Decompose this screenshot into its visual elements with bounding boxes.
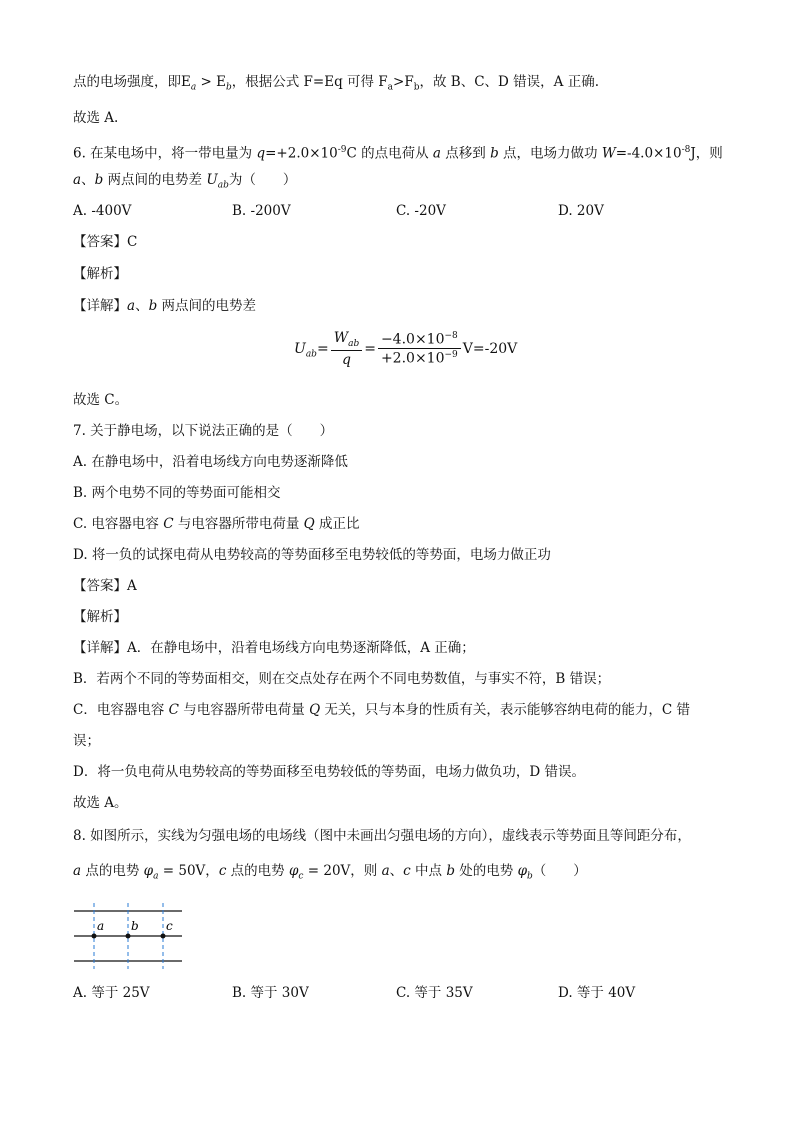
formula-U: U — [294, 340, 306, 357]
q8-option-b: B. 等于 30V — [232, 985, 309, 1001]
text: 与电容器所带电荷量 — [178, 702, 310, 718]
q8-option-d: D. 等于 40V — [558, 985, 636, 1001]
text: b — [94, 172, 104, 188]
sup: -9 — [337, 145, 347, 155]
q6-option-a: A. -400V — [73, 203, 132, 219]
text: φ — [143, 863, 154, 879]
text: a — [381, 863, 390, 879]
text: W — [333, 330, 349, 346]
text: 两点间的电势差 — [157, 298, 257, 314]
label-c: c — [166, 919, 173, 933]
q6-formula — [294, 330, 517, 376]
sub: c — [298, 871, 304, 882]
text: V=-20V — [462, 340, 518, 357]
text: 点的电场强度，即E — [73, 74, 191, 90]
question-7-title: 7. 关于静电场，以下说法正确的是（ ） — [73, 423, 334, 439]
label-b: b — [131, 919, 139, 933]
text: W — [601, 145, 616, 162]
sub: a — [387, 82, 394, 93]
q6-option-c: C. -20V — [396, 203, 446, 219]
text: Q — [309, 702, 321, 718]
text: +2.0×10 — [380, 351, 445, 368]
text: 成正比 — [314, 516, 360, 532]
choose-line: 故选 A. — [73, 110, 119, 126]
q7-detail-c-cont: 误； — [73, 733, 100, 749]
q7-option-b: B. 两个电势不同的等势面可能相交 — [73, 485, 281, 501]
q7-option-a: A. 在静电场中，沿着电场线方向电势逐渐降低 — [73, 454, 348, 470]
text: a — [73, 863, 82, 879]
text: > E — [196, 74, 226, 90]
text: 处的电势 — [454, 863, 518, 879]
q6-answer — [73, 232, 137, 252]
fraction-w-over-q — [331, 330, 363, 368]
text: 6. 在某电场中，将一带电量为 — [73, 145, 257, 162]
text: C — [163, 516, 174, 532]
text: =+2.0×10 — [265, 145, 338, 162]
text: C — [168, 702, 179, 718]
point-b — [126, 934, 131, 939]
text: φ — [517, 863, 528, 879]
q7-detail-d: D．将一负电荷从电势较高的等势面移至电势较低的等势面，电场力做负功，D 错误。 — [73, 764, 585, 780]
text: ，根据公式 F=Eq 可得 F — [231, 74, 388, 90]
text: 与电容器所带电荷量 — [173, 516, 304, 532]
text: a — [73, 172, 82, 188]
sup: −9 — [444, 350, 458, 361]
continuation-line — [73, 72, 599, 98]
answer-label: 【答案】 — [73, 578, 127, 594]
text: 点的电势 — [81, 863, 144, 879]
answer-value: C — [127, 234, 138, 250]
text: = — [316, 340, 329, 357]
text: c — [218, 863, 227, 879]
sub: b — [413, 82, 420, 93]
text: = 50V， — [158, 863, 219, 879]
text: >F — [393, 74, 414, 90]
sub: ab — [217, 180, 229, 191]
question-6-line-1 — [73, 140, 723, 164]
q7-analysis-label: 【解析】 — [73, 609, 127, 625]
question-8-line-2 — [73, 861, 587, 887]
text: 为（ ） — [228, 172, 297, 188]
answer-value: A — [127, 578, 137, 594]
text: a — [432, 145, 441, 162]
q6-detail — [73, 296, 256, 316]
q7-option-d: D. 将一负的试探电荷从电势较高的等势面移至电势较低的等势面，电场力做正功 — [73, 547, 551, 563]
sub: a — [153, 871, 159, 882]
point-a — [92, 934, 97, 939]
sup: -8 — [681, 145, 691, 155]
sub: b — [527, 871, 533, 882]
q6-option-d: D. 20V — [558, 203, 604, 219]
text: J，则 — [690, 145, 723, 162]
text: 点，电场力做功 — [498, 145, 602, 162]
text: = 20V，则 — [303, 863, 382, 879]
text: C 的点电荷从 — [346, 145, 433, 162]
text: 无关，只与本身的性质有关，表示能够容纳电荷的能力，C 错 — [320, 702, 691, 718]
answer-label: 【答案】 — [73, 234, 127, 250]
text: =-4.0×10 — [615, 145, 682, 162]
text: b — [446, 863, 455, 879]
text: b — [490, 145, 499, 162]
q7-detail-b: B．若两个不同的等势面相交，则在交点处存在两个不同电势数值，与事实不符，B 错误； — [73, 671, 611, 687]
equipotential-figure — [72, 903, 184, 971]
detail-label: 【详解】 — [73, 640, 127, 656]
q6-analysis-label: 【解析】 — [73, 266, 127, 282]
text: U — [206, 172, 218, 188]
text: q — [256, 145, 266, 162]
text: ，故 B、C、D 错误，A 正确. — [419, 74, 599, 90]
text: 、 — [135, 298, 149, 314]
text: b — [148, 298, 158, 314]
label-a: a — [97, 919, 105, 933]
q7-answer — [73, 576, 137, 596]
q7-choose: 故选 A。 — [73, 795, 128, 811]
sub: ab — [348, 338, 360, 349]
question-6-line-2 — [73, 170, 296, 196]
detail-label: 【详解】 — [73, 298, 127, 314]
text: 点的电势 — [226, 863, 289, 879]
text: c — [403, 863, 411, 879]
text: q — [341, 351, 351, 368]
question-8-line-1: 8. 如图所示，实线为匀强电场的电场线（图中未画出匀强电场的方向），虚线表示等势面且等间距分布， — [73, 828, 691, 844]
text: Q — [303, 516, 315, 532]
sup: −8 — [444, 330, 458, 341]
text: 、 — [389, 863, 404, 879]
sub: ab — [305, 349, 317, 360]
text: 两点间的电势差 — [103, 172, 207, 188]
text: （ ） — [532, 863, 587, 879]
text: 中点 — [410, 863, 447, 879]
q6-choose: 故选 C。 — [73, 392, 129, 408]
q8-option-c: C. 等于 35V — [396, 985, 473, 1001]
text: C. 电容器电容 — [73, 516, 164, 532]
sub: b — [225, 82, 232, 93]
q7-detail-c — [73, 700, 690, 720]
text: 点移到 — [440, 145, 491, 162]
text: A．在静电场中，沿着电场线方向电势逐渐降低，A 正确； — [127, 640, 475, 656]
point-c — [161, 934, 166, 939]
q7-detail-a — [73, 638, 475, 658]
text: −4.0×10 — [380, 331, 445, 348]
text: a — [127, 298, 136, 314]
q6-option-b: B. -200V — [232, 203, 291, 219]
text: 、 — [81, 172, 95, 188]
text: = — [364, 340, 376, 357]
text: φ — [288, 863, 299, 879]
q7-option-c — [73, 514, 360, 534]
text: C．电容器电容 — [73, 702, 169, 718]
q8-option-a: A. 等于 25V — [73, 985, 150, 1001]
sub: a — [190, 82, 197, 93]
fraction-values — [378, 331, 461, 367]
